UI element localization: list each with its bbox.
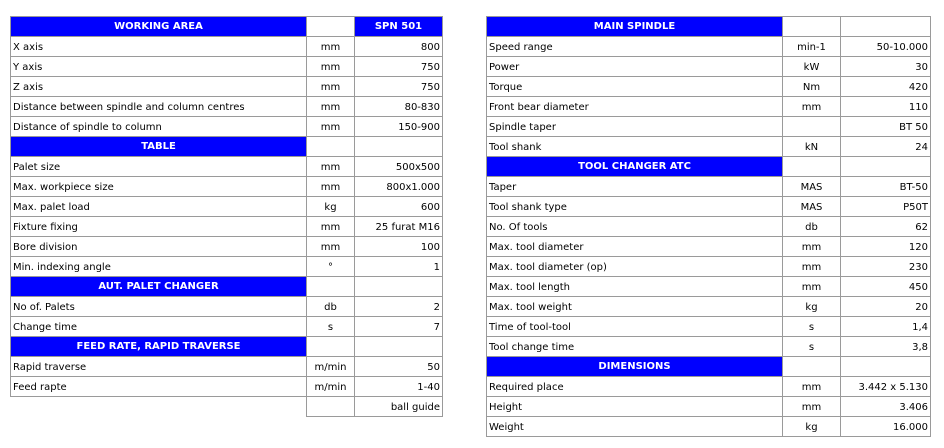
spec-label: Z axis: [11, 77, 307, 97]
spec-value: 16.000: [841, 417, 931, 437]
table-row: [11, 157, 443, 177]
section-title: TOOL CHANGER ATC: [487, 157, 783, 177]
section-title: DIMENSIONS: [487, 357, 783, 377]
section-title: TABLE: [11, 137, 307, 157]
spec-value: 150-900: [355, 117, 443, 137]
spec-value: 1: [355, 257, 443, 277]
header-blank-cell: [841, 157, 931, 177]
header-blank-cell: [307, 137, 355, 157]
table-row: [487, 77, 931, 97]
spec-value: 800: [355, 37, 443, 57]
table-row: [487, 397, 931, 417]
spec-unit: s: [307, 317, 355, 337]
spec-unit: mm: [307, 97, 355, 117]
table-row: [11, 397, 443, 417]
table-row: [11, 237, 443, 257]
spec-unit: min-1: [783, 37, 841, 57]
table-row: [487, 97, 931, 117]
header-blank-cell: [841, 17, 931, 37]
spec-value: 110: [841, 97, 931, 117]
section-header-main-spindle: [487, 17, 931, 37]
spec-unit: MAS: [783, 177, 841, 197]
spec-label: Palet size: [11, 157, 307, 177]
table-row: [487, 237, 931, 257]
spec-value: 20: [841, 297, 931, 317]
table-row: [11, 117, 443, 137]
spec-value: 230: [841, 257, 931, 277]
spec-value: 50: [355, 357, 443, 377]
spec-value: 600: [355, 197, 443, 217]
section-header-dimensions: [487, 357, 931, 377]
spec-label: Fixture fixing: [11, 217, 307, 237]
spec-value: 3.406: [841, 397, 931, 417]
table-row: [11, 97, 443, 117]
spec-value: 7: [355, 317, 443, 337]
table-row: [11, 177, 443, 197]
spec-value: 3.442 x 5.130: [841, 377, 931, 397]
section-header-feed-rate: [11, 337, 443, 357]
spec-unit: s: [783, 317, 841, 337]
spec-label: Y axis: [11, 57, 307, 77]
spec-label: Max. tool diameter: [487, 237, 783, 257]
section-header-palet-changer: [11, 277, 443, 297]
model-name: SPN 501: [355, 17, 443, 37]
spec-value: 500x500: [355, 157, 443, 177]
empty-cell: [307, 397, 355, 417]
spec-label: Tool shank: [487, 137, 783, 157]
header-blank-cell: [307, 337, 355, 357]
spec-value: 1-40: [355, 377, 443, 397]
spec-value: BT-50: [841, 177, 931, 197]
spec-label: Torque: [487, 77, 783, 97]
spec-value: 2: [355, 297, 443, 317]
spec-label: Max. palet load: [11, 197, 307, 217]
spec-value: 420: [841, 77, 931, 97]
spec-label: No of. Palets: [11, 297, 307, 317]
spec-unit: kW: [783, 57, 841, 77]
header-blank-cell: [355, 337, 443, 357]
spec-unit: kg: [783, 417, 841, 437]
table-row: [11, 217, 443, 237]
table-row: [487, 197, 931, 217]
spec-label: Spindle taper: [487, 117, 783, 137]
spec-unit: kg: [307, 197, 355, 217]
spec-label: Feed rapte: [11, 377, 307, 397]
table-row: [487, 177, 931, 197]
section-header-tool-changer: [487, 157, 931, 177]
spec-unit: mm: [307, 57, 355, 77]
spec-value: 100: [355, 237, 443, 257]
spec-unit: kg: [783, 297, 841, 317]
spec-label: Distance between spindle and column centres: [11, 97, 307, 117]
spec-value: 24: [841, 137, 931, 157]
table-row: [11, 77, 443, 97]
spec-label: Speed range: [487, 37, 783, 57]
section-header-working-area: [11, 17, 443, 37]
spec-unit: mm: [783, 97, 841, 117]
spec-label: Max. tool weight: [487, 297, 783, 317]
table-row: [11, 37, 443, 57]
header-blank-cell: [841, 357, 931, 377]
spec-unit: mm: [783, 237, 841, 257]
spec-label: Tool change time: [487, 337, 783, 357]
spec-value: 80-830: [355, 97, 443, 117]
table-row: [11, 257, 443, 277]
table-row: [487, 277, 931, 297]
section-title: FEED RATE, RAPID TRAVERSE: [11, 337, 307, 357]
table-row: [487, 297, 931, 317]
spec-unit: mm: [783, 257, 841, 277]
table-row: [487, 117, 931, 137]
table-row: [487, 417, 931, 437]
spec-label: Weight: [487, 417, 783, 437]
spec-label: Max. workpiece size: [11, 177, 307, 197]
table-row: [487, 137, 931, 157]
spec-unit: MAS: [783, 197, 841, 217]
table-row: [11, 357, 443, 377]
spec-label: Bore division: [11, 237, 307, 257]
table-row: [487, 337, 931, 357]
spec-value: 3,8: [841, 337, 931, 357]
spec-value: 750: [355, 57, 443, 77]
empty-cell: [11, 397, 307, 417]
table-row: [487, 217, 931, 237]
spec-value: ball guide: [355, 397, 443, 417]
spec-value: 750: [355, 77, 443, 97]
spec-label: Front bear diameter: [487, 97, 783, 117]
spec-unit: mm: [783, 397, 841, 417]
table-row: [487, 37, 931, 57]
spec-label: Required place: [487, 377, 783, 397]
spec-label: Height: [487, 397, 783, 417]
header-blank-cell: [355, 137, 443, 157]
spec-unit: m/min: [307, 357, 355, 377]
table-row: [487, 257, 931, 277]
spec-unit: db: [307, 297, 355, 317]
section-header-table: [11, 137, 443, 157]
spec-unit: Nm: [783, 77, 841, 97]
spec-label: Distance of spindle to column: [11, 117, 307, 137]
spec-unit: kN: [783, 137, 841, 157]
spec-unit: mm: [307, 237, 355, 257]
spec-value: BT 50: [841, 117, 931, 137]
header-blank-cell: [307, 17, 355, 37]
spec-value: 450: [841, 277, 931, 297]
spec-unit: mm: [307, 217, 355, 237]
table-row: [11, 377, 443, 397]
spec-value: 120: [841, 237, 931, 257]
spec-unit: m/min: [307, 377, 355, 397]
spec-value: 62: [841, 217, 931, 237]
spec-unit: mm: [783, 377, 841, 397]
spec-value: 25 furat M16: [355, 217, 443, 237]
table-row: [11, 317, 443, 337]
spec-unit: mm: [307, 77, 355, 97]
header-blank-cell: [307, 277, 355, 297]
spec-unit: [783, 117, 841, 137]
spec-label: Max. tool length: [487, 277, 783, 297]
spec-unit: mm: [783, 277, 841, 297]
header-blank-cell: [783, 17, 841, 37]
section-title: MAIN SPINDLE: [487, 17, 783, 37]
section-title: WORKING AREA: [11, 17, 307, 37]
table-row: [487, 57, 931, 77]
spec-value: 800x1.000: [355, 177, 443, 197]
spec-value: 1,4: [841, 317, 931, 337]
table-row: [11, 197, 443, 217]
header-blank-cell: [783, 157, 841, 177]
spec-unit: db: [783, 217, 841, 237]
spec-label: Min. indexing angle: [11, 257, 307, 277]
spec-label: No. Of tools: [487, 217, 783, 237]
spec-label: Time of tool-tool: [487, 317, 783, 337]
header-blank-cell: [783, 357, 841, 377]
spec-unit: mm: [307, 37, 355, 57]
spec-value: 30: [841, 57, 931, 77]
spec-label: X axis: [11, 37, 307, 57]
spec-label: Change time: [11, 317, 307, 337]
spec-label: Power: [487, 57, 783, 77]
spec-unit: °: [307, 257, 355, 277]
table-row: [487, 377, 931, 397]
spec-value: 50-10.000: [841, 37, 931, 57]
spec-value: P50T: [841, 197, 931, 217]
spec-unit: mm: [307, 177, 355, 197]
table-row: [487, 317, 931, 337]
spec-label: Taper: [487, 177, 783, 197]
spec-label: Max. tool diameter (op): [487, 257, 783, 277]
table-row: [11, 57, 443, 77]
spec-label: Rapid traverse: [11, 357, 307, 377]
machine-specs-table-left: [10, 16, 443, 417]
spec-unit: mm: [307, 157, 355, 177]
machine-specs-table-right: [486, 16, 931, 437]
spec-unit: mm: [307, 117, 355, 137]
spec-label: Tool shank type: [487, 197, 783, 217]
table-row: [11, 297, 443, 317]
spec-unit: s: [783, 337, 841, 357]
header-blank-cell: [355, 277, 443, 297]
section-title: AUT. PALET CHANGER: [11, 277, 307, 297]
